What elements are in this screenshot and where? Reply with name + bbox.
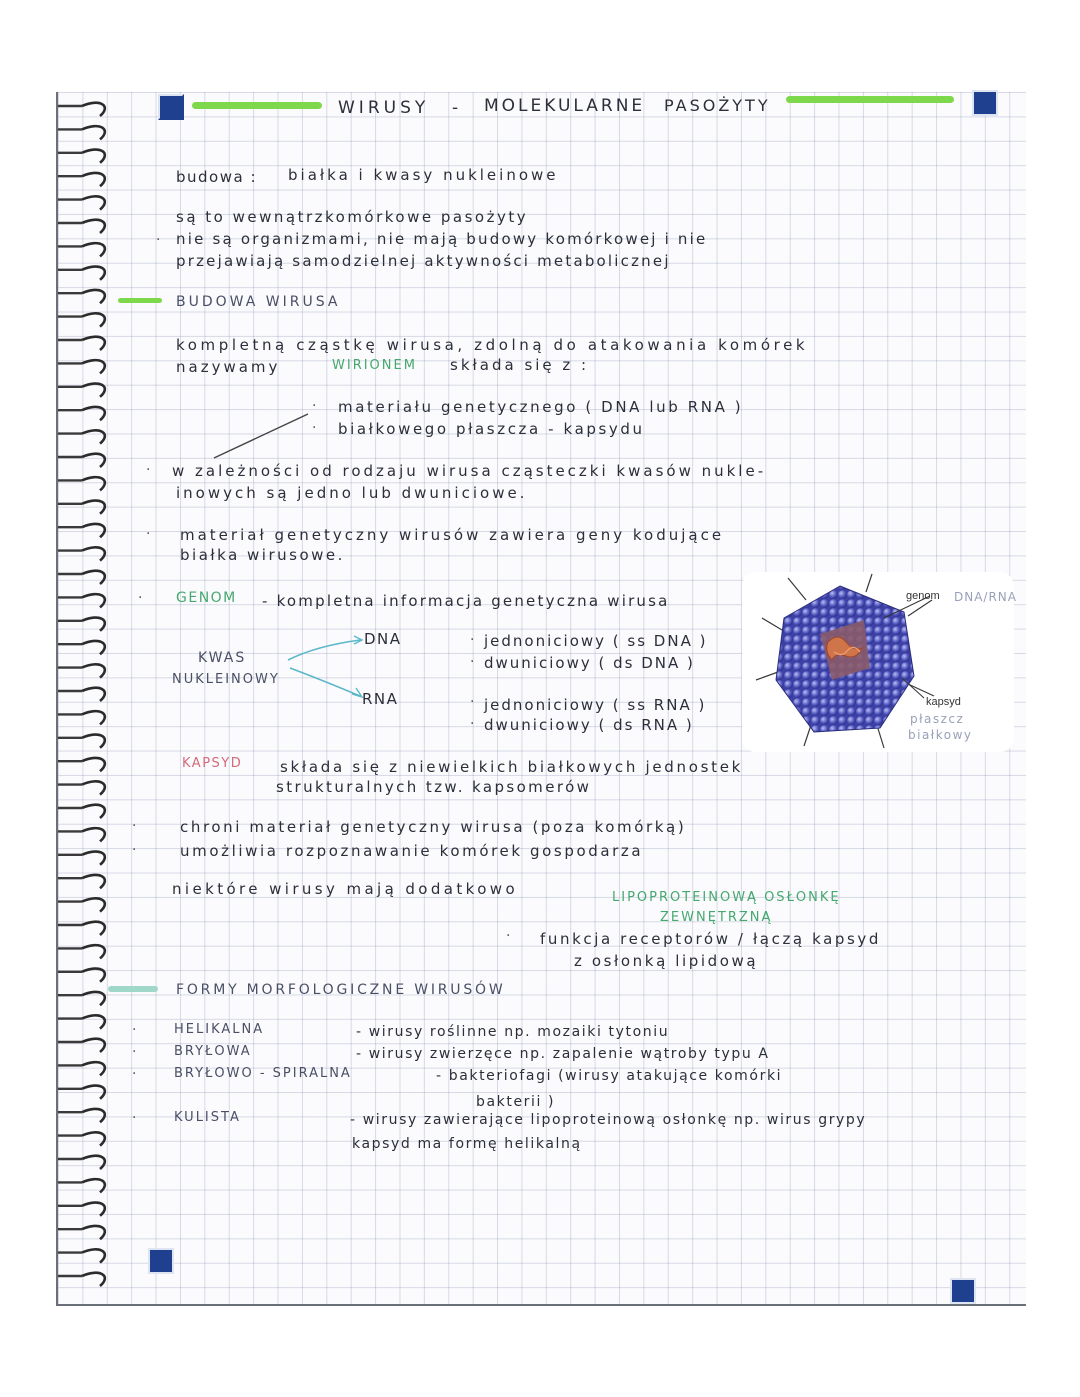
wirion-keyword: WIRIONEM <box>332 358 417 373</box>
para1-line-1: w zależności od rodzaju wirusa cząsteczki kwasów nukle- <box>172 462 767 480</box>
form-name: KULISTA <box>174 1110 241 1125</box>
section-marker-budowa <box>118 298 162 303</box>
rna-label: RNA <box>362 690 399 708</box>
bullet-dot: · <box>146 462 151 478</box>
section-heading-budowa-wirusa: BUDOWA WIRUSA <box>176 294 341 310</box>
bullet-dot: · <box>312 420 317 436</box>
envelope-keyword-1: LIPOPROTEINOWĄ OSŁONKĘ <box>612 890 841 905</box>
form-description: - wirusy roślinne np. mozaiki tytoniu <box>356 1024 670 1040</box>
bullet-dot: · <box>132 1044 137 1060</box>
form-description: - wirusy zwierzęce np. zapalenie wątroby typu A <box>356 1046 770 1062</box>
dna-label: DNA <box>364 630 402 648</box>
bullet-dot: · <box>132 1066 137 1082</box>
page-title-pasozyty: PASOŻYTY <box>664 96 771 115</box>
figure-label-kapsyd: kapsyd <box>926 696 961 708</box>
bullet-dot: · <box>506 928 511 944</box>
kapsyd-function-1: chroni materiał genetyczny wirusa (poza komórką) <box>180 818 687 836</box>
bullet-dot: · <box>132 1110 137 1126</box>
envelope-function-1: funkcja receptorów / łączą kapsyd <box>540 930 882 948</box>
section-heading-formy: FORMY MORFOLOGICZNE WIRUSÓW <box>176 982 506 998</box>
title-highlight-right <box>786 96 954 103</box>
bullet-dot: · <box>470 632 475 648</box>
budowa-text: białka i kwasy nukleinowe <box>288 166 559 184</box>
bullet-dot: · <box>132 1022 137 1038</box>
intro-line-1: są to wewnątrzkomórkowe pasożyty <box>176 208 529 226</box>
form-name: BRYŁOWO - SPIRALNA <box>174 1066 352 1081</box>
form-description: - wirusy zawierające lipoproteinową osłonkę np. wirus grypy <box>350 1112 867 1128</box>
figure-handwritten-bialkowy: białkowy <box>908 728 973 742</box>
para2-line-1: materiał genetyczny wirusów zawiera geny kodujące <box>180 526 725 544</box>
para1-line-2: inowych są jedno lub dwuniciowe. <box>176 484 528 502</box>
wirion-item-2: białkowego płaszcza - kapsydu <box>338 420 645 438</box>
bullet-dot: · <box>470 694 475 710</box>
title-highlight-left <box>192 102 322 109</box>
corner-marker-bottom-right <box>950 1278 976 1304</box>
connector-line <box>210 410 310 462</box>
figure-label-genom: genom <box>906 590 940 602</box>
kapsyd-keyword: KAPSYD <box>182 756 243 771</box>
wirion-line-2-after: składa się z : <box>450 356 590 374</box>
rna-type-2: dwuniciowy ( ds RNA ) <box>484 716 694 734</box>
wirion-line-1: kompletną cząstkę wirusa, zdolną do atakowania komórek <box>176 336 809 354</box>
spiral-binding <box>56 92 120 1304</box>
intro-line-2: nie są organizmami, nie mają budowy komórkowej i nie <box>176 230 708 248</box>
wirion-item-1: materiału genetycznego ( DNA lub RNA ) <box>338 398 744 416</box>
bullet-dot: · <box>156 232 161 248</box>
wirion-line-2-before: nazywamy <box>176 358 281 376</box>
corner-marker-bottom-left <box>148 1248 174 1274</box>
genom-definition: - kompletna informacja genetyczna wirusa <box>262 592 670 610</box>
form-description: - bakteriofagi (wirusy atakujące komórki <box>436 1068 783 1084</box>
para2-line-2: białka wirusowe. <box>180 546 345 564</box>
dna-type-2: dwuniciowy ( ds DNA ) <box>484 654 695 672</box>
figure-handwritten-genom: DNA/RNA <box>954 590 1017 604</box>
kwas-label: KWAS <box>198 650 247 666</box>
virus-figure <box>742 572 1017 752</box>
envelope-keyword-2: ZEWNĘTRZNĄ <box>660 910 773 925</box>
corner-marker-top-left <box>158 94 184 120</box>
genom-keyword: GENOM <box>176 590 237 606</box>
kapsyd-function-2: umożliwia rozpoznawanie komórek gospodarza <box>180 842 644 860</box>
form-name: HELIKALNA <box>174 1022 265 1037</box>
bullet-dot: · <box>132 842 137 858</box>
form-description: kapsyd ma formę helikalną <box>352 1136 582 1152</box>
nukleinowy-label: NUKLEINOWY <box>172 672 280 687</box>
branch-arrows <box>286 632 366 702</box>
kapsyd-line-2: strukturalnych tzw. kapsomerów <box>276 778 592 796</box>
form-name: BRYŁOWA <box>174 1044 252 1059</box>
bullet-dot: · <box>470 716 475 732</box>
kapsyd-line-1: składa się z niewielkich białkowych jednostek <box>280 758 744 776</box>
bullet-dot: · <box>132 818 137 834</box>
bullet-dot: · <box>138 590 143 606</box>
intro-line-3: przejawiają samodzielnej aktywności metabolicznej <box>176 252 671 270</box>
page-title-wirusy: WIRUSY <box>338 98 430 118</box>
bullet-dot: · <box>470 654 475 670</box>
section-marker-formy <box>108 986 158 992</box>
bullet-dot: · <box>146 526 151 542</box>
envelope-function-2: z osłonką lipidową <box>574 952 759 970</box>
dna-type-1: jednoniciowy ( ss DNA ) <box>484 632 708 650</box>
page-title-molekularne: MOLEKULARNE <box>484 96 646 116</box>
envelope-line-before: niektóre wirusy mają dodatkowo <box>172 880 519 898</box>
figure-handwritten-plaszcz: płaszcz <box>910 712 965 726</box>
budowa-label: budowa : <box>176 168 258 186</box>
corner-marker-top-right <box>972 90 998 116</box>
page-title-dash: - <box>452 98 460 118</box>
bullet-dot: · <box>312 398 317 414</box>
form-description: bakterii ) <box>476 1094 556 1110</box>
rna-type-1: jednoniciowy ( ss RNA ) <box>484 696 707 714</box>
